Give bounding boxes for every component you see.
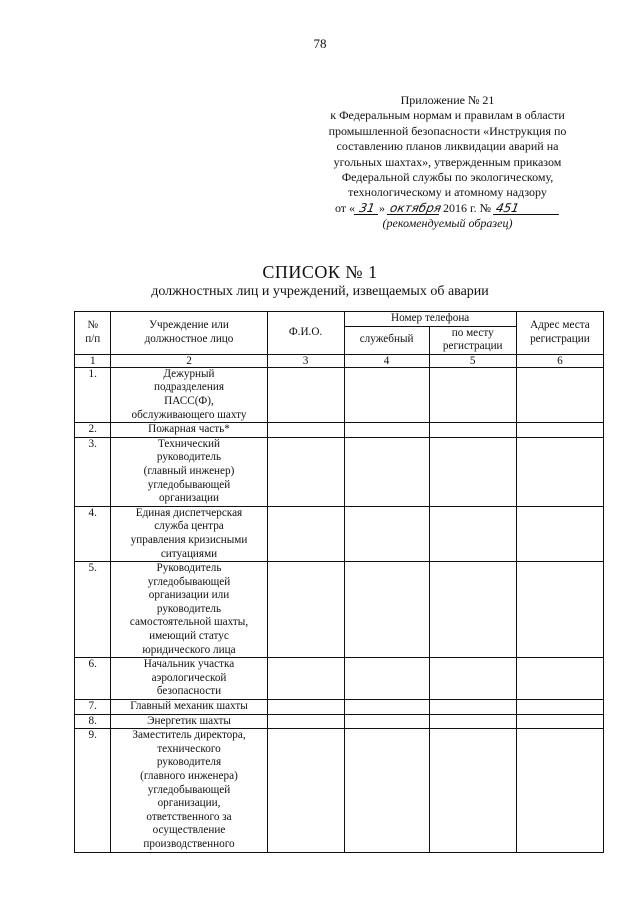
header-phone-work: служебный: [344, 326, 429, 354]
row-number: 2.: [75, 423, 111, 438]
institution-line: ПАСС(Ф),: [164, 394, 214, 407]
table-row: [75, 562, 604, 658]
institution-line: ответственного за: [146, 810, 232, 823]
header-phone: Номер телефона: [344, 312, 516, 327]
institution-line: организации: [158, 492, 220, 505]
appendix-line: к Федеральным нормам и правилам в области: [330, 108, 565, 123]
header-fio: Ф.И.О.: [267, 312, 344, 355]
institution-line: Единая диспетчерская: [135, 506, 243, 519]
institution-line: обслуживающего шахту: [131, 408, 247, 421]
appendix-line: Федеральной службы по экологическому,: [341, 170, 554, 185]
institution-line: Дежурный: [163, 367, 215, 380]
column-number: 3: [267, 354, 344, 367]
row-number: 1.: [75, 367, 111, 422]
institution-line: управления кризисными: [130, 533, 248, 546]
row-phone-work-cell: [344, 729, 429, 852]
table-body: [75, 367, 604, 852]
row-fio-cell: [267, 367, 344, 422]
row-address-cell: [516, 423, 603, 438]
row-institution: [111, 729, 267, 852]
institution-line: Главный механик шахты: [130, 700, 248, 713]
institution-line: угледобывающей: [147, 575, 231, 588]
column-number: 2: [111, 354, 267, 367]
institution-line: самостоятельной шахты,: [129, 616, 249, 629]
row-phone-reg-cell: [429, 367, 516, 422]
row-address-cell: [516, 729, 603, 852]
appendix-block: [305, 93, 590, 232]
row-phone-work-cell: [344, 367, 429, 422]
institution-line: Начальник участка: [143, 658, 235, 671]
table-row: [75, 367, 604, 422]
row-fio-cell: [267, 423, 344, 438]
row-number: 4.: [75, 506, 111, 561]
institution-line: (главного инженера): [140, 770, 238, 782]
row-address-cell: [516, 437, 603, 506]
row-fio-cell: [267, 437, 344, 506]
appendix-line: промышленной безопасности «Инструкция по: [328, 123, 567, 138]
row-fio-cell: [267, 562, 344, 658]
row-phone-reg-cell: [429, 700, 516, 715]
column-numbers-row: [75, 354, 604, 367]
row-phone-reg-cell: [429, 658, 516, 700]
order-year: 2016 г. №: [440, 200, 495, 215]
institution-line: имеющий статус: [149, 630, 229, 643]
row-phone-work-cell: [344, 562, 429, 658]
appendix-line: технологическому и атомному надзору: [348, 185, 547, 200]
row-phone-work-cell: [344, 437, 429, 506]
appendix-line: угольных шахтах», утвержденным приказом: [333, 154, 562, 169]
row-phone-reg-cell: [429, 506, 516, 561]
institution-line: руководитель: [156, 451, 222, 464]
row-fio-cell: [267, 714, 344, 729]
officials-table: [74, 311, 604, 853]
row-fio-cell: [267, 700, 344, 715]
institution-line: Энергетик шахты: [147, 714, 231, 727]
table-row: [75, 729, 604, 852]
order-day: 31: [354, 202, 380, 215]
institution-line: руководитель: [156, 602, 222, 615]
institution-line: Заместитель директора,: [132, 729, 246, 742]
row-institution: [111, 562, 267, 658]
appendix-line: составлению планов ликвидации аварий на: [336, 139, 559, 154]
row-institution: [111, 367, 267, 422]
row-institution: [111, 714, 267, 729]
row-institution: [111, 506, 267, 561]
institution-line: юридического лица: [142, 643, 236, 656]
row-fio-cell: [267, 729, 344, 852]
appendix-line: Приложение № 21: [400, 93, 495, 107]
row-address-cell: [516, 367, 603, 422]
header-num: № п/п: [75, 312, 111, 355]
institution-line: угледобывающей: [147, 478, 231, 491]
header-phone-reg: по месту регистрации: [429, 326, 516, 354]
row-phone-reg-cell: [429, 714, 516, 729]
row-institution: [111, 437, 267, 506]
institution-line: ситуациями: [160, 547, 218, 560]
header-address: Адрес места регистрации: [516, 312, 603, 355]
row-number: 9.: [75, 729, 111, 852]
table-row: [75, 714, 604, 729]
column-number: 6: [516, 354, 603, 367]
institution-line: организации или: [148, 589, 230, 602]
order-month: октября: [388, 200, 443, 215]
row-number: 6.: [75, 658, 111, 700]
row-address-cell: [516, 700, 603, 715]
row-address-cell: [516, 714, 603, 729]
order-prefix: от «: [334, 200, 356, 215]
list-title: СПИСОК № 1: [262, 262, 378, 282]
row-address-cell: [516, 658, 603, 700]
institution-line: производственного: [143, 837, 235, 850]
list-subtitle: должностных лиц и учреждений, извещаемых об аварии: [151, 284, 489, 299]
row-fio-cell: [267, 506, 344, 561]
row-address-cell: [516, 562, 603, 658]
institution-line: подразделения: [153, 381, 225, 394]
column-number: 4: [344, 354, 429, 367]
row-number: 5.: [75, 562, 111, 658]
institution-line: (главный инженер): [143, 464, 235, 477]
row-phone-work-cell: [344, 700, 429, 715]
institution-line: организации,: [157, 797, 221, 810]
institution-line: Пожарная часть*: [148, 423, 230, 436]
row-phone-reg-cell: [429, 562, 516, 658]
institution-line: безопасности: [156, 685, 222, 698]
table-row: [75, 700, 604, 715]
institution-line: служба центра: [154, 520, 224, 533]
row-phone-work-cell: [344, 506, 429, 561]
institution-line: технического: [157, 742, 221, 755]
row-phone-reg-cell: [429, 423, 516, 438]
row-institution: [111, 700, 267, 715]
row-phone-work-cell: [344, 714, 429, 729]
column-number: 5: [429, 354, 516, 367]
institution-line: руководителя: [156, 756, 222, 769]
row-address-cell: [516, 506, 603, 561]
header-row: [75, 312, 604, 327]
order-line: [305, 201, 590, 216]
row-phone-reg-cell: [429, 437, 516, 506]
table-row: [75, 506, 604, 561]
institution-line: осуществление: [152, 824, 226, 837]
row-phone-work-cell: [344, 423, 429, 438]
row-institution: [111, 658, 267, 700]
row-institution: [111, 423, 267, 438]
page-number: 78: [313, 36, 327, 51]
row-phone-reg-cell: [429, 729, 516, 852]
institution-line: Руководитель: [156, 562, 222, 575]
institution-line: угледобывающей: [147, 783, 231, 796]
header-institution: Учреждение или должностное лицо: [111, 312, 267, 355]
column-number: 1: [75, 354, 111, 367]
row-fio-cell: [267, 658, 344, 700]
table-row: [75, 658, 604, 700]
institution-line: аэрологической: [151, 671, 227, 684]
row-number: 7.: [75, 700, 111, 715]
row-number: 8.: [75, 714, 111, 729]
order-mid: »: [379, 200, 389, 215]
order-number: 451: [493, 202, 561, 215]
row-phone-work-cell: [344, 658, 429, 700]
recommended-sample-note: (рекомендуемый образец): [382, 216, 513, 231]
institution-line: Технический: [157, 437, 221, 450]
table-row: [75, 423, 604, 438]
table-row: [75, 437, 604, 506]
row-number: 3.: [75, 437, 111, 506]
